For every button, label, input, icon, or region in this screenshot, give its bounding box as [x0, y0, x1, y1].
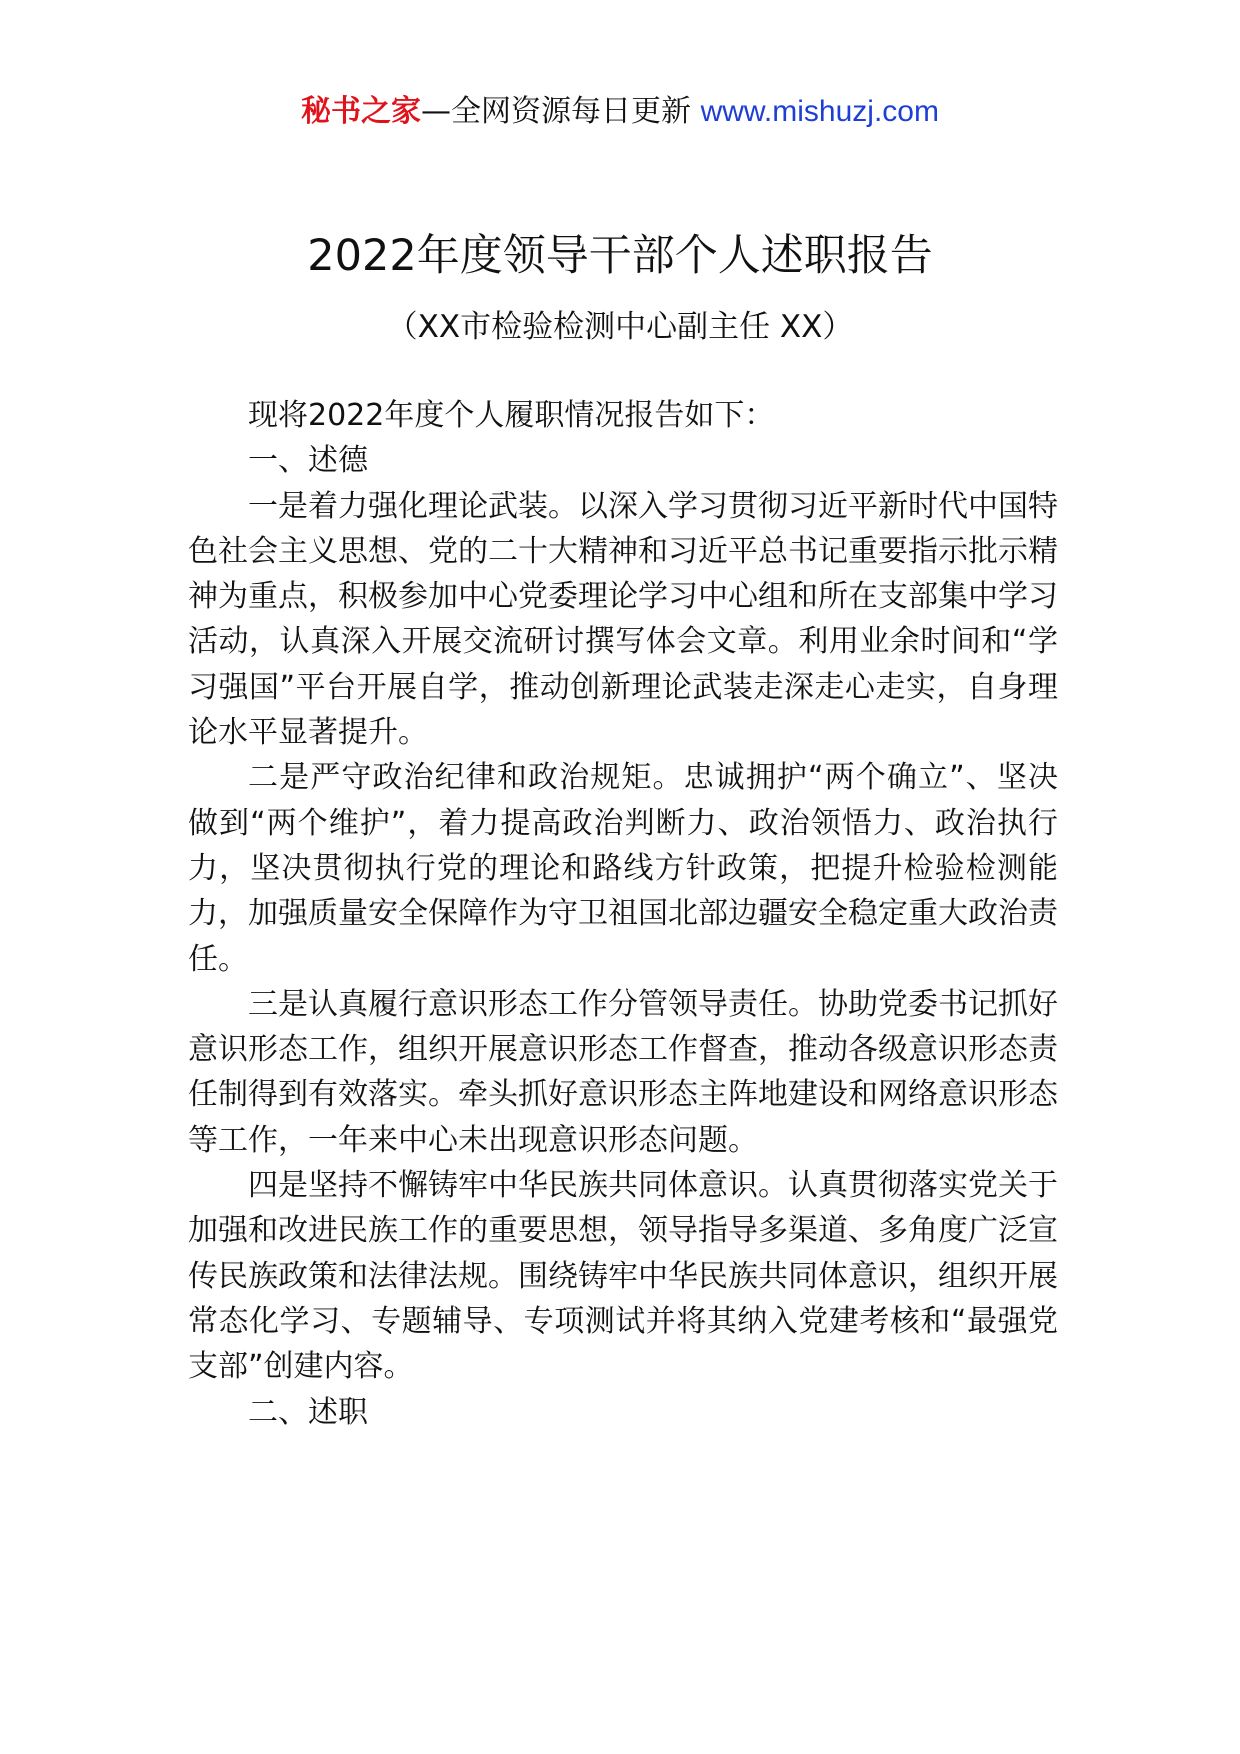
paragraph-theory: 一是着力强化理论武装。以深入学习贯彻习近平新时代中国特色社会主义思想、党的二十大精神和习近平总书记重要指示批示精神为重点，积极参加中心党委理论学习中心组和所在支部集中学习活动，认真深入开展交流研讨撰写体会文章。利用业余时间和“学习强国”平台开展自学，推动创新理论武装走深走心走实，自身理论水平显著提升。: [188, 488, 1058, 751]
site-brand: 秘书之家: [301, 94, 422, 129]
paragraph-ideology: 三是认真履行意识形态工作分管领导责任。协助党委书记抓好意识形态工作，组织开展意识形态工作督查，推动各级意识形态责任制得到有效落实。牵头抓好意识形态主阵地建设和网络意识形态等工作，一年来中心未出现意识形态问题。: [188, 986, 1058, 1158]
site-tagline: —全网资源每日更新: [421, 94, 701, 129]
paragraph-discipline: 二是严守政治纪律和政治规矩。忠诚拥护“两个确立”、坚决做到“两个维护”，着力提高政治判断力、政治领悟力、政治执行力，坚决贯彻执行党的理论和路线方针政策，把提升检验检测能力，加强质量安全保障作为守卫祖国北部边疆安全稳定重大政治责任。: [188, 760, 1058, 977]
section-heading-duty: 二、述职: [248, 1394, 368, 1430]
paragraph-national-unity: 四是坚持不懈铸牢中华民族共同体意识。认真贯彻落实党关于加强和改进民族工作的重要思想，领导指导多渠道、多角度广泛宣传民族政策和法律法规。围绕铸牢中华民族共同体意识，组织开展常态化学习、专题辅导、专项测试并将其纳入党建考核和“最强党支部”创建内容。: [188, 1168, 1058, 1385]
document-body: [188, 393, 1058, 1435]
document-title: 2022年度领导干部个人述职报告: [307, 231, 933, 281]
section-heading-morality: 一、述德: [248, 443, 368, 479]
document-subtitle: （XX市检验检测中心副主任 XX）: [386, 309, 854, 345]
site-banner: [0, 92, 1240, 132]
intro-paragraph: 现将2022年度个人履职情况报告如下：: [248, 398, 775, 433]
site-url-link[interactable]: www.mishuzj.com: [700, 95, 939, 128]
